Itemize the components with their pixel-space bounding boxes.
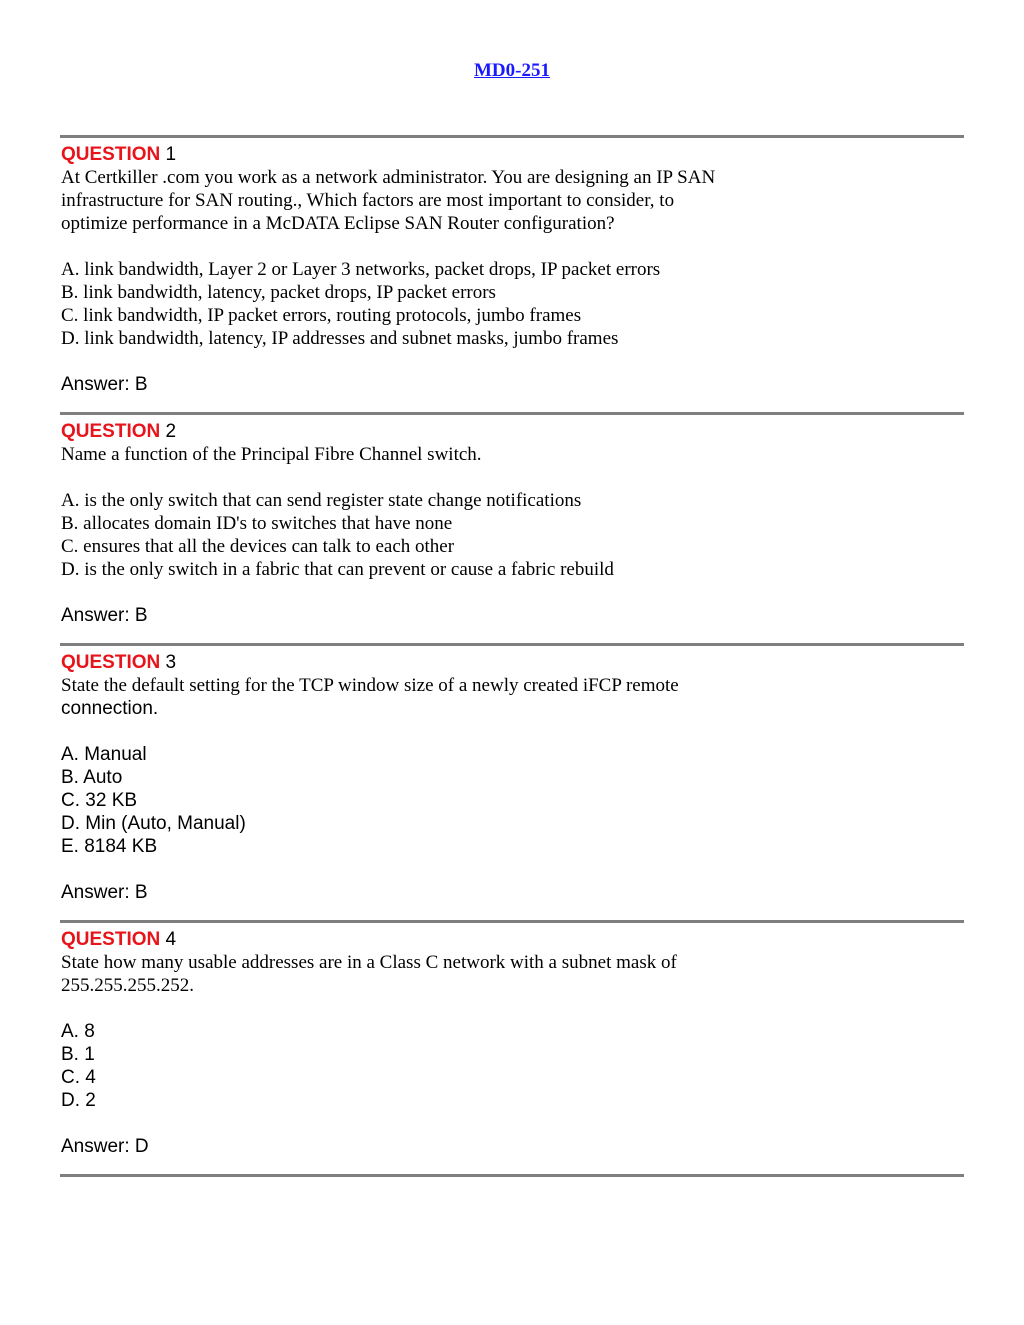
- question-text: State how many usable addresses are in a Class C network with a subnet mask of: [61, 952, 677, 973]
- option-c: C. 32 KB: [61, 790, 138, 811]
- question-text: connection.: [61, 698, 159, 719]
- option-a: A. 8: [61, 1021, 95, 1042]
- option-a: A. is the only switch that can send register state change notifications: [61, 490, 582, 511]
- option-a: A. link bandwidth, Layer 2 or Layer 3 networks, packet drops, IP packet errors: [61, 259, 661, 280]
- separator: [60, 920, 964, 923]
- separator: [60, 1174, 964, 1177]
- question-number: 4: [165, 929, 177, 950]
- option-c: C. 4: [61, 1067, 96, 1088]
- option-d: D. link bandwidth, latency, IP addresses and subnet masks, jumbo frames: [61, 328, 619, 349]
- question-4: [61, 928, 961, 1158]
- question-label: QUESTION: [61, 144, 161, 165]
- answer: Answer: B: [61, 374, 148, 395]
- question-text: optimize performance in a McDATA Eclipse SAN Router configuration?: [61, 213, 615, 234]
- question-text: At Certkiller .com you work as a network administrator. You are designing an IP SAN: [61, 167, 716, 188]
- question-number: 1: [165, 144, 177, 165]
- option-c: C. ensures that all the devices can talk to each other: [61, 536, 455, 557]
- question-heading: [61, 143, 961, 166]
- option-b: B. Auto: [61, 767, 123, 788]
- question-heading: [61, 651, 961, 674]
- option-d: D. is the only switch in a fabric that can prevent or cause a fabric rebuild: [61, 559, 614, 580]
- question-label: QUESTION: [61, 929, 161, 950]
- option-d: D. 2: [61, 1090, 96, 1111]
- option-a: A. Manual: [61, 744, 147, 765]
- question-text: Name a function of the Principal Fibre Channel switch.: [61, 444, 482, 465]
- option-e: E. 8184 KB: [61, 836, 158, 857]
- question-text: infrastructure for SAN routing., Which factors are most important to consider, to: [61, 190, 675, 211]
- question-3: [61, 651, 961, 904]
- option-b: B. allocates domain ID's to switches that have none: [61, 513, 453, 534]
- question-number: 2: [165, 421, 177, 442]
- option-c: C. link bandwidth, IP packet errors, routing protocols, jumbo frames: [61, 305, 582, 326]
- question-text: 255.255.255.252.: [61, 975, 194, 996]
- separator: [60, 135, 964, 138]
- question-2: [61, 420, 961, 627]
- question-heading: [61, 928, 961, 951]
- answer: Answer: D: [61, 1136, 149, 1157]
- separator: [60, 643, 964, 646]
- question-text: State the default setting for the TCP window size of a newly created iFCP remote: [61, 675, 679, 696]
- question-1: [61, 143, 961, 396]
- separator: [60, 412, 964, 415]
- question-heading: [61, 420, 961, 443]
- option-d: D. Min (Auto, Manual): [61, 813, 246, 834]
- option-b: B. 1: [61, 1044, 95, 1065]
- question-label: QUESTION: [61, 652, 161, 673]
- question-label: QUESTION: [61, 421, 161, 442]
- answer: Answer: B: [61, 882, 148, 903]
- document-title-link[interactable]: MD0-251: [474, 60, 550, 81]
- answer: Answer: B: [61, 605, 148, 626]
- question-number: 3: [165, 652, 177, 673]
- option-b: B. link bandwidth, latency, packet drops, IP packet errors: [61, 282, 496, 303]
